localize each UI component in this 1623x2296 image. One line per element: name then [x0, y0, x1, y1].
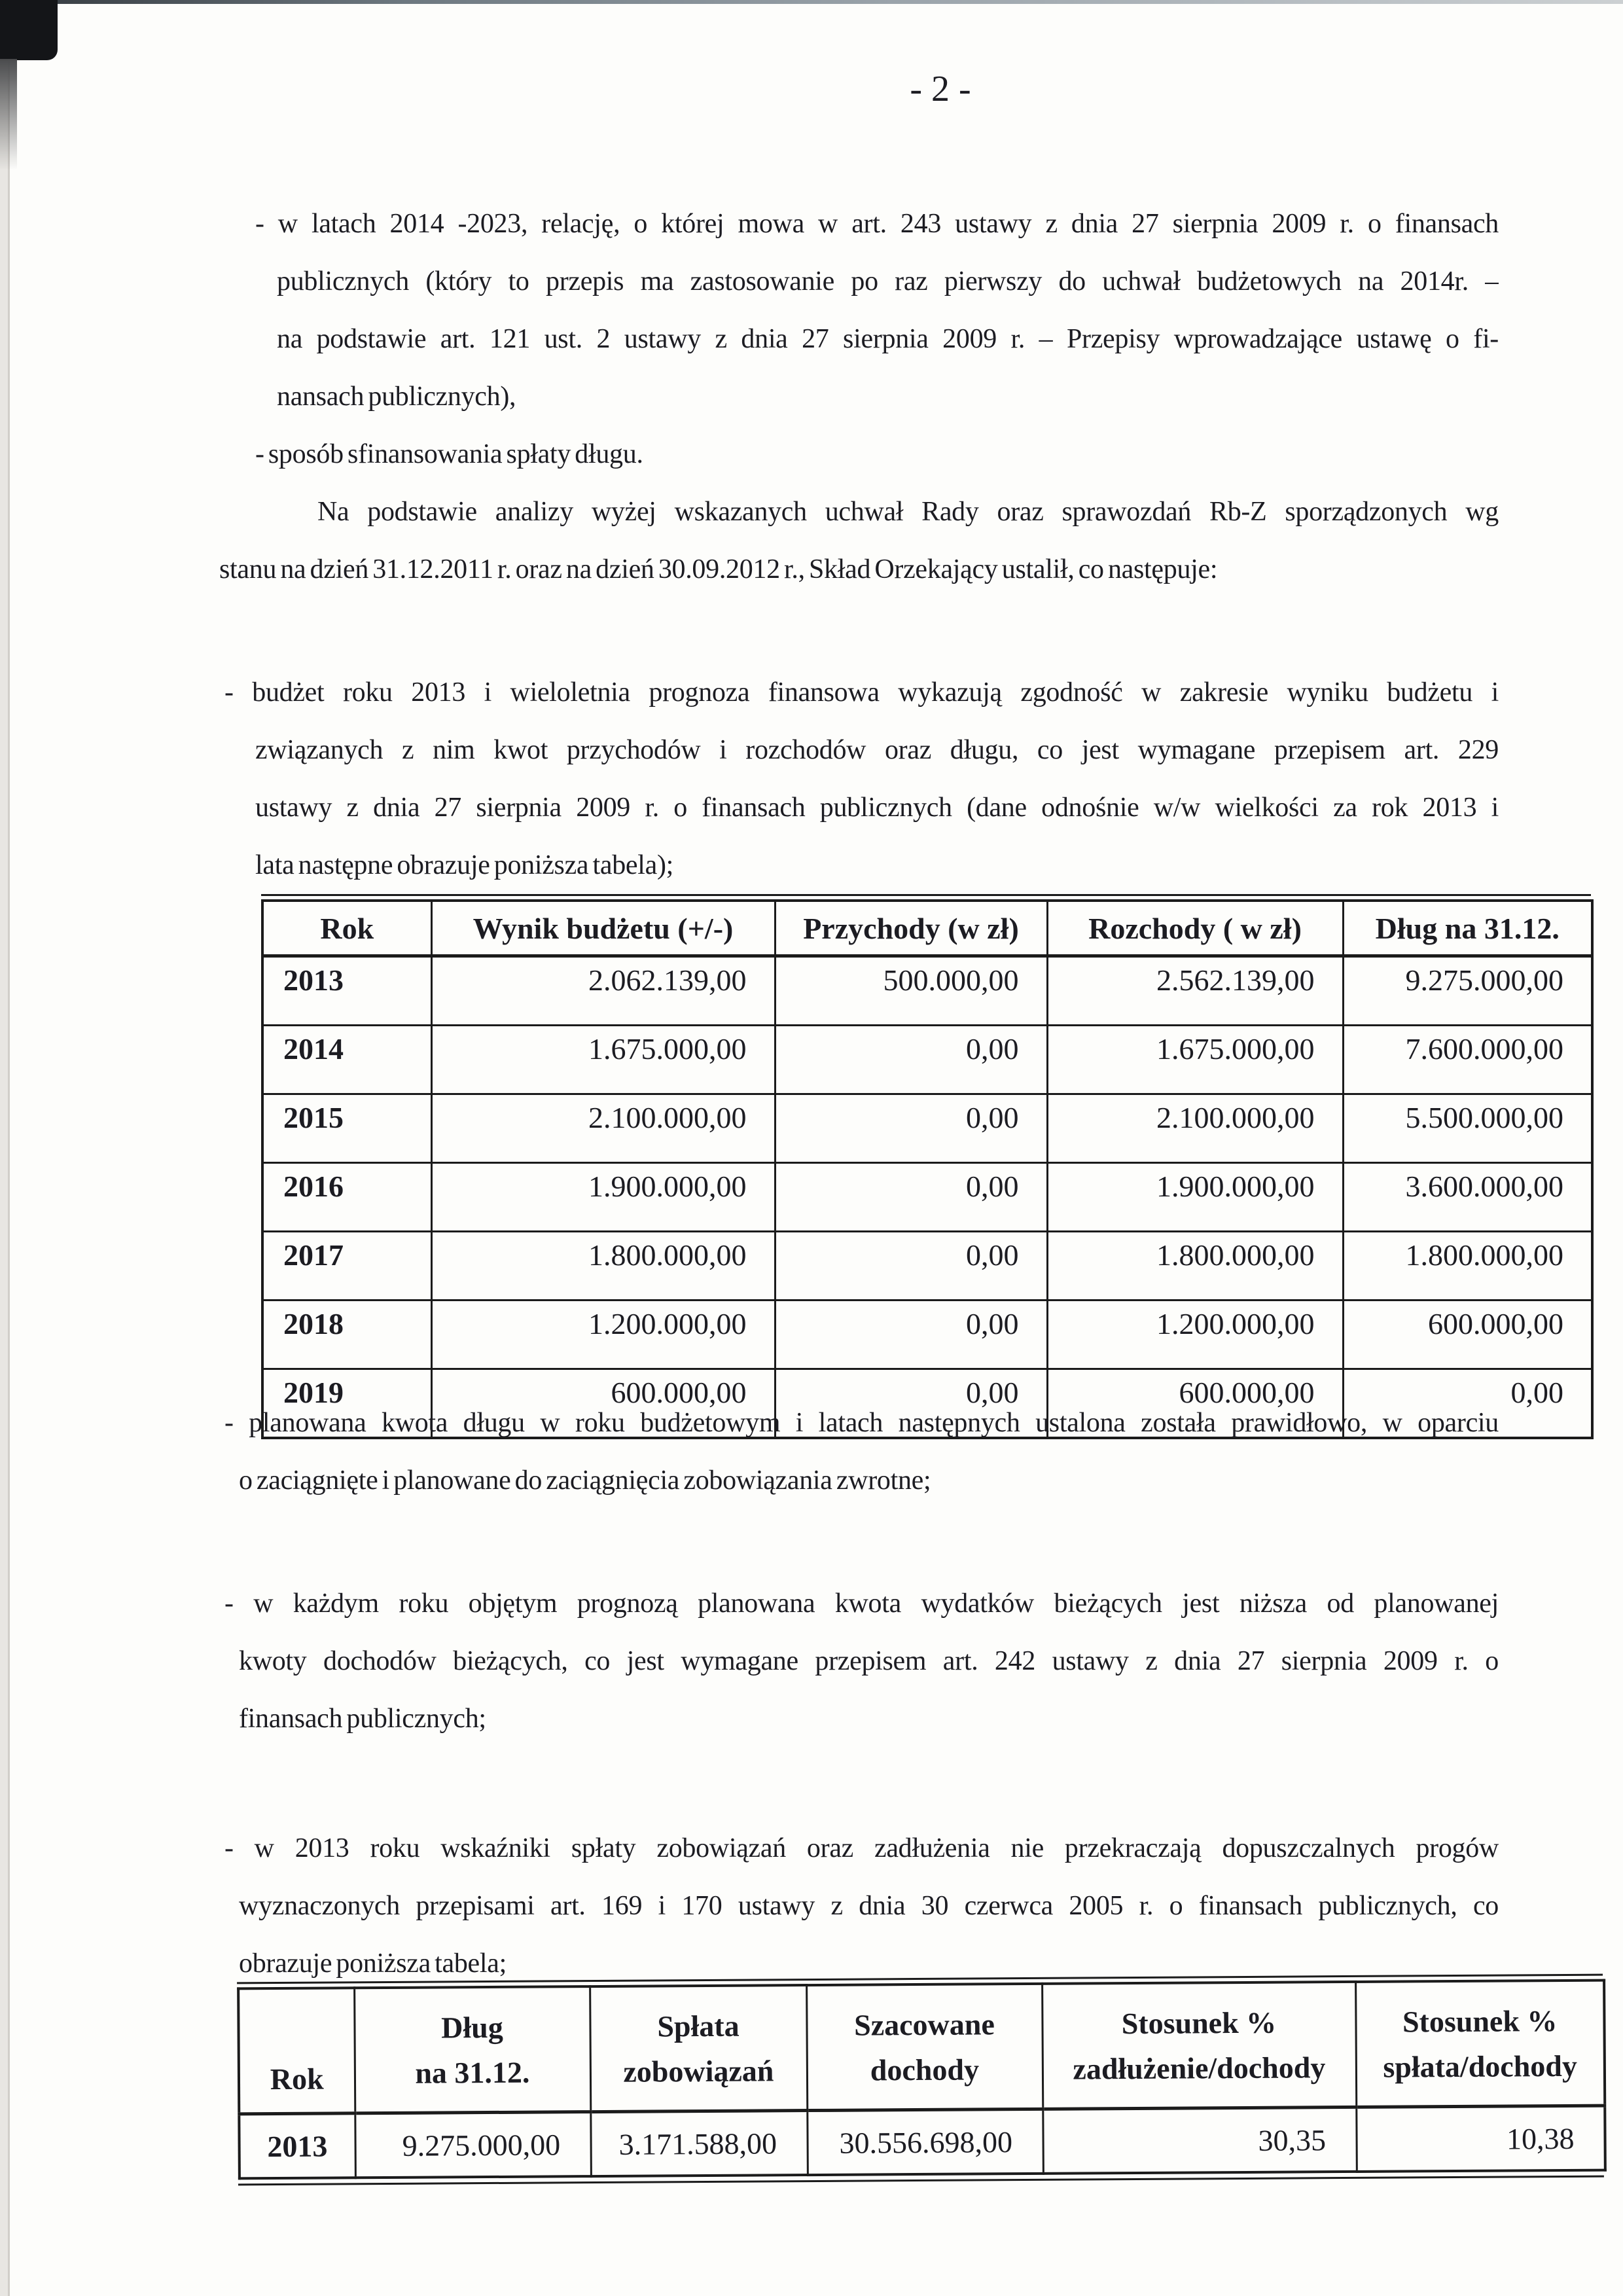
cell-rozchody: 2.562.139,00	[1047, 956, 1343, 1026]
cell-wynik: 2.062.139,00	[431, 956, 775, 1026]
bullet6-line3: obrazuje poniższa tabela;	[239, 1948, 507, 1979]
bullet5-line3: finansach publicznych;	[239, 1704, 486, 1734]
table-debt-indicators	[237, 1979, 1607, 2180]
table-row	[262, 1163, 1592, 1232]
bullet6-line1: - w 2013 roku wskaźniki spłaty zobowiązań oraz zadłużenia nie przekraczają dopuszczalnych progów	[224, 1833, 1499, 1863]
bullet3-line4: lata następne obrazuje poniższa tabela);	[255, 850, 673, 880]
cell-przychody: 0,00	[775, 1163, 1047, 1232]
cell-rok: 2014	[262, 1026, 431, 1094]
cell-rozchody: 2.100.000,00	[1047, 1094, 1343, 1163]
table1-body	[262, 956, 1592, 1439]
cell-rok: 2013	[239, 2113, 355, 2179]
cell-przychody: 0,00	[775, 1232, 1047, 1300]
bullet5-line1: - w każdym roku objętym prognozą planowana kwota wydatków bieżących jest niższa od planowanej	[224, 1588, 1499, 1619]
cell-stosunek-splata: 10,38	[1356, 2106, 1605, 2172]
bullet3-line1: - budżet roku 2013 i wieloletnia prognoza finansowa wykazują zgodność w zakresie wyniku budżetu i	[224, 677, 1499, 708]
cell-rok: 2019	[262, 1369, 431, 1439]
scan-left-edge-shadow	[0, 0, 12, 2296]
cell-rok: 2013	[262, 956, 431, 1026]
cell-splata: 3.171.588,00	[590, 2111, 808, 2177]
table2-body	[239, 2106, 1605, 2178]
bullet5-line2: kwoty dochodów bieżących, co jest wymagane przepisem art. 242 ustawy z dnia 27 sierpnia 2009 r. o	[239, 1646, 1499, 1676]
table2-header-stosunek-splata: Stosunek % spłata/dochody	[1355, 1981, 1605, 2108]
cell-dlug: 0,00	[1343, 1369, 1592, 1439]
table2-header-stosunek-zadluzenie: Stosunek % zadłużenie/dochody	[1042, 1982, 1356, 2109]
intro-line1: Na podstawie analizy wyżej wskazanych uchwał Rady oraz sprawozdań Rb-Z sporządzonych wg	[317, 497, 1499, 527]
bullet1-line1: - w latach 2014 -2023, relację, o której mowa w art. 243 ustawy z dnia 27 sierpnia 2009 r. o finansach	[255, 209, 1499, 239]
bullet2-line1: - sposób sfinansowania spłaty długu.	[255, 439, 643, 469]
paragraph-spacer	[219, 1509, 1499, 1575]
table-budget-projection-wrapper	[261, 894, 1591, 1439]
cell-rok: 2018	[262, 1300, 431, 1369]
table1-header-rozchody: Rozchody ( w zł)	[1047, 901, 1343, 956]
scan-top-edge-line	[0, 0, 1623, 4]
table-budget-projection	[261, 899, 1594, 1439]
scan-corner-blob	[0, 0, 58, 60]
table2-header-splata: Spłata zobowiązań	[590, 1985, 807, 2112]
table-row	[262, 956, 1592, 1026]
table1-header-wynik: Wynik budżetu (+/-)	[431, 901, 775, 956]
page-number: - 2 -	[910, 69, 971, 109]
table-debt-indicators-wrapper	[237, 1974, 1604, 2186]
cell-dlug: 600.000,00	[1343, 1300, 1592, 1369]
cell-dlug: 9.275.000,00	[1343, 956, 1592, 1026]
paragraph-spacer	[219, 598, 1499, 664]
cell-rok: 2016	[262, 1163, 431, 1232]
cell-rok: 2017	[262, 1232, 431, 1300]
table-row	[262, 1300, 1592, 1369]
cell-rozchody: 600.000,00	[1047, 1369, 1343, 1439]
cell-wynik: 1.200.000,00	[431, 1300, 775, 1369]
table1-header-dlug: Dług na 31.12.	[1343, 901, 1592, 956]
cell-dlug: 3.600.000,00	[1343, 1163, 1592, 1232]
body-text-lower	[219, 1394, 1499, 1992]
table1-header-przychody: Przychody (w zł)	[775, 901, 1047, 956]
cell-przychody: 0,00	[775, 1369, 1047, 1439]
table2-header-dochody: Szacowane dochody	[806, 1984, 1043, 2111]
cell-przychody: 0,00	[775, 1094, 1047, 1163]
table2-header-dlug: Dług na 31.12.	[354, 1986, 590, 2113]
cell-wynik: 1.800.000,00	[431, 1232, 775, 1300]
table2-header	[238, 1981, 1605, 2114]
cell-rozchody: 1.675.000,00	[1047, 1026, 1343, 1094]
cell-dochody: 30.556.698,00	[807, 2109, 1043, 2175]
bullet1-line3: na podstawie art. 121 ust. 2 ustawy z dnia 27 sierpnia 2009 r. – Przepisy wprowadzające ustawę o fi-	[277, 324, 1499, 354]
body-text-upper	[219, 195, 1499, 894]
cell-przychody: 0,00	[775, 1300, 1047, 1369]
cell-dlug: 7.600.000,00	[1343, 1026, 1592, 1094]
cell-rozchody: 1.200.000,00	[1047, 1300, 1343, 1369]
table-row	[262, 1232, 1592, 1300]
cell-wynik: 1.675.000,00	[431, 1026, 775, 1094]
cell-dlug: 9.275.000,00	[355, 2112, 591, 2178]
bullet4-line2: o zaciągnięte i planowane do zaciągnięcia zobowiązania zwrotne;	[239, 1465, 931, 1496]
paragraph-spacer	[219, 1748, 1499, 1820]
cell-dlug: 1.800.000,00	[1343, 1232, 1592, 1300]
bullet3-line3: ustawy z dnia 27 sierpnia 2009 r. o finansach publicznych (dane odnośnie w/w wielkości za rok 2013 i	[255, 793, 1499, 823]
table1-header-rok: Rok	[262, 901, 431, 956]
bullet4-line1: - planowana kwota długu w roku budżetowym i latach następnych ustalona została prawidłowo, w oparciu	[224, 1408, 1499, 1438]
table-row	[262, 1026, 1592, 1094]
cell-stosunek-zadluzenie: 30,35	[1043, 2107, 1357, 2173]
cell-wynik: 600.000,00	[431, 1369, 775, 1439]
cell-przychody: 0,00	[775, 1026, 1047, 1094]
intro-line2: stanu na dzień 31.12.2011 r. oraz na dzień 30.09.2012 r., Skład Orzekający ustalił, co następuje:	[219, 554, 1218, 584]
cell-dlug: 5.500.000,00	[1343, 1094, 1592, 1163]
cell-rok: 2015	[262, 1094, 431, 1163]
cell-przychody: 500.000,00	[775, 956, 1047, 1026]
table-row	[239, 2106, 1605, 2178]
bullet3-line2: związanych z nim kwot przychodów i rozchodów oraz długu, co jest wymagane przepisem art. 229	[255, 735, 1499, 765]
cell-rozchody: 1.800.000,00	[1047, 1232, 1343, 1300]
cell-wynik: 1.900.000,00	[431, 1163, 775, 1232]
bullet6-line2: wyznaczonych przepisami art. 169 i 170 ustawy z dnia 30 czerwca 2005 r. o finansach publicznych, co	[239, 1891, 1499, 1921]
cell-rozchody: 1.900.000,00	[1047, 1163, 1343, 1232]
cell-wynik: 2.100.000,00	[431, 1094, 775, 1163]
scan-corner-tail	[0, 59, 17, 170]
table-row	[262, 1094, 1592, 1163]
bullet1-line2: publicznych (który to przepis ma zastosowanie po raz pierwszy do uchwał budżetowych na 2014r. –	[277, 266, 1499, 296]
table1-header	[262, 901, 1592, 956]
table2-header-rok: Rok	[238, 1988, 355, 2114]
bullet1-line4: nansach publicznych),	[277, 382, 516, 412]
